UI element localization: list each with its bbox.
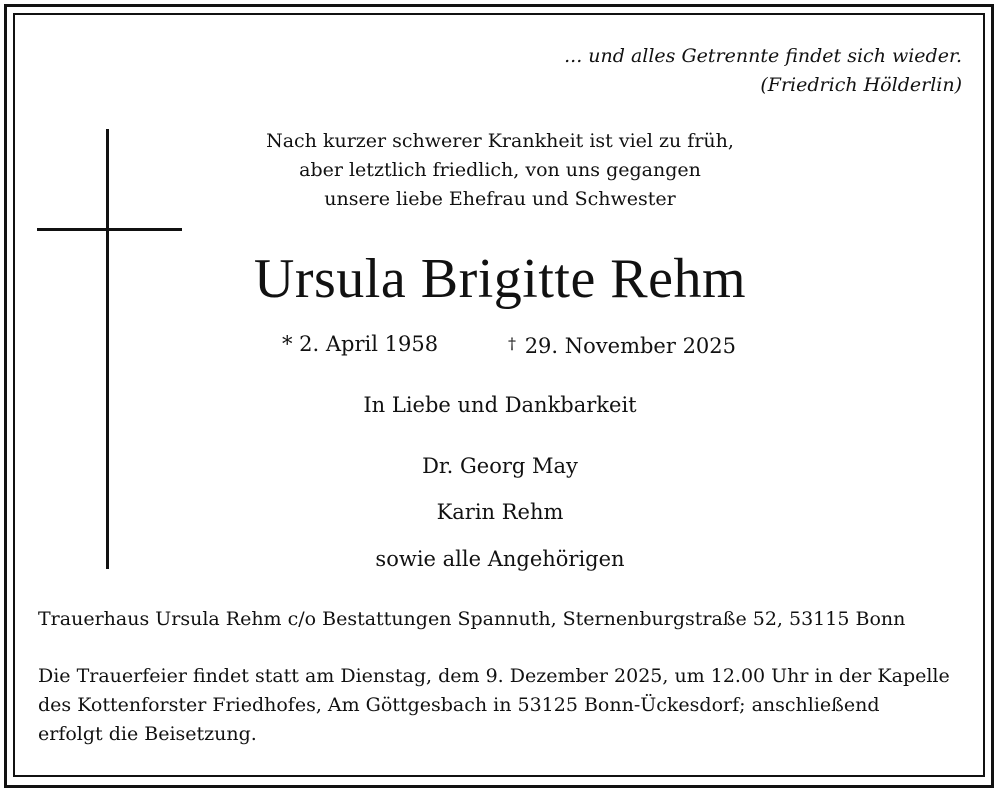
death-date: 29. November 2025 [524, 334, 737, 358]
cross-icon-horizontal [37, 228, 182, 231]
ceremony-line-1: Die Trauerfeier findet statt am Dienstag, dem 9. Dezember 2025, um 12.00 Uhr in der Kapelle [38, 665, 950, 687]
ceremony-details [38, 662, 978, 749]
death-date-block [508, 329, 736, 361]
epigraph-quote [564, 42, 962, 100]
deceased-name: Ursula Brigitte Rehm [253, 248, 747, 310]
intro-line-2: aber letztlich friedlich, von uns gegangen [299, 159, 701, 181]
ceremony-line-2: des Kottenforster Friedhofes, Am Göttgesbach in 53125 Bonn-Ückesdorf; anschließend [38, 694, 880, 716]
quote-text: ... und alles Getrennte findet sich wieder. [564, 45, 962, 67]
ceremony-line-3: erfolgt die Beisetzung. [38, 723, 257, 745]
closing-phrase: In Liebe und Dankbarkeit [363, 393, 637, 417]
quote-author: (Friedrich Hölderlin) [760, 74, 962, 96]
mourner-name-2: Karin Rehm [436, 500, 564, 524]
mourning-address: Trauerhaus Ursula Rehm c/o Bestattungen Spannuth, Sternenburgstraße 52, 53115 Bonn [38, 608, 906, 630]
intro-line-3: unsere liebe Ehefrau und Schwester [324, 188, 676, 210]
mourner-name-1: Dr. Georg May [422, 454, 578, 478]
intro-text [200, 127, 800, 214]
mourner-others: sowie alle Angehörigen [375, 547, 625, 571]
birth-date: * 2. April 1958 [282, 332, 439, 356]
intro-line-1: Nach kurzer schwerer Krankheit ist viel zu früh, [266, 130, 734, 152]
dagger-icon: † [508, 334, 516, 353]
cross-icon-vertical [106, 129, 109, 569]
